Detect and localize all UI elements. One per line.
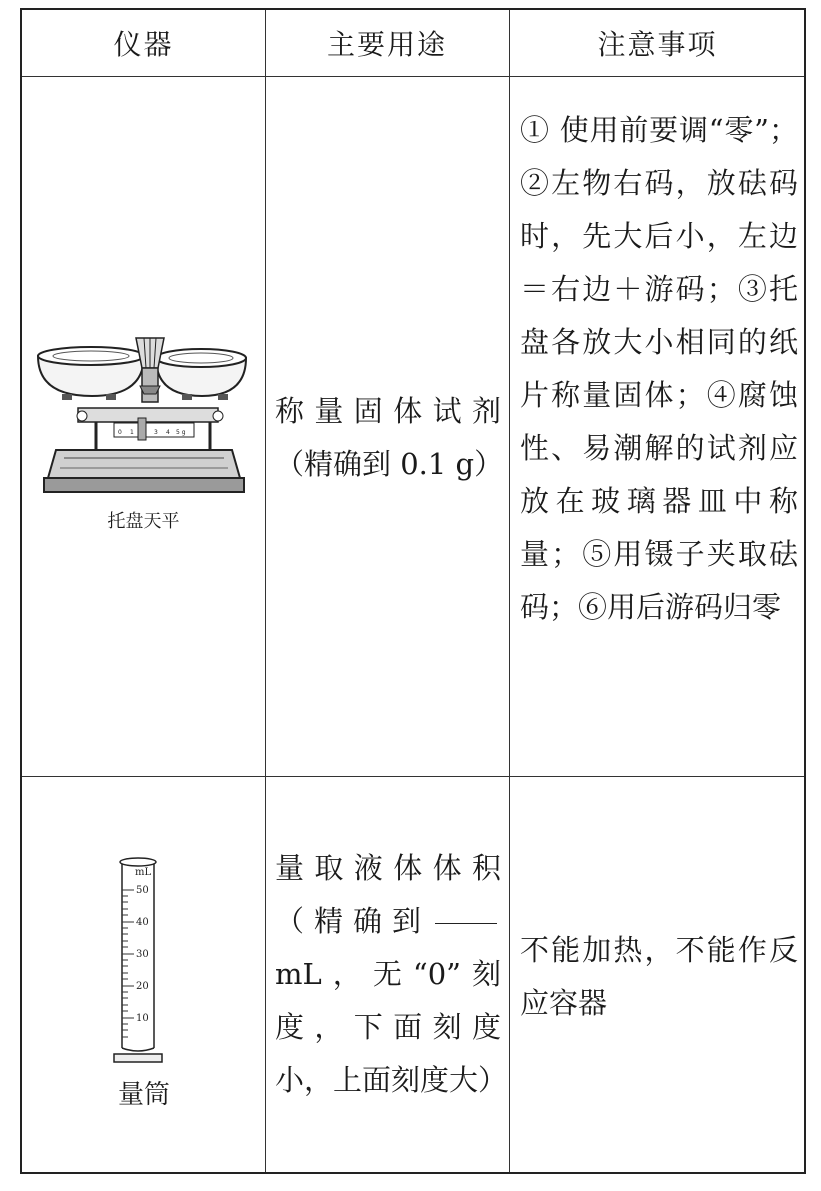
svg-text:3: 3 [154,429,158,436]
usage-cylinder-part2: mL，无“0”刻度，下面刻度小，上面刻度大） [275,957,508,1097]
svg-text:0: 0 [118,429,122,436]
header-instrument: 仪器 [113,28,174,61]
svg-text:4: 4 [166,429,170,436]
balance-scale-icon [34,328,254,498]
cylinder-unit: mL [135,867,152,878]
cylinder-tick-40: 40 [136,917,149,928]
header-notes: 注意事项 [597,28,718,61]
instrument-name-balance: 托盘天平 [107,511,180,532]
cylinder-tick-10: 10 [136,1013,149,1024]
instrument-name-cylinder: 量筒 [117,1080,170,1110]
svg-text:5 g: 5 g [176,429,186,436]
cylinder-tick-30: 30 [136,949,149,960]
usage-cylinder-part1: 量取液体体积（精确到 [275,851,501,938]
row-divider [22,776,804,777]
header-divider [22,76,804,77]
column-divider [265,10,266,1172]
svg-text:1: 1 [130,429,134,436]
column-divider [509,10,510,1172]
usage-cylinder [275,842,508,1107]
notes-balance: ① 使用前要调“零”；②左物右码，放砝码时，先大后小，左边＝右边＋游码；③托盘各放大小相同的纸片称量固体；④腐蚀性、易潮解的试剂应放在玻璃器皿中称量；⑤用镊子夹取砝码；⑥用后游码归零 [520,113,798,624]
header-usage: 主要用途 [326,28,447,61]
cylinder-tick-50: 50 [136,885,149,896]
answer-blank [435,922,497,924]
notes-cylinder: 不能加热，不能作反应容器 [520,933,798,1020]
usage-balance: 称量固体试剂（精确到 0.1 g） [275,394,504,481]
graduated-cylinder-icon [114,856,174,1066]
instrument-table [20,8,806,1174]
cylinder-tick-20: 20 [136,981,149,992]
